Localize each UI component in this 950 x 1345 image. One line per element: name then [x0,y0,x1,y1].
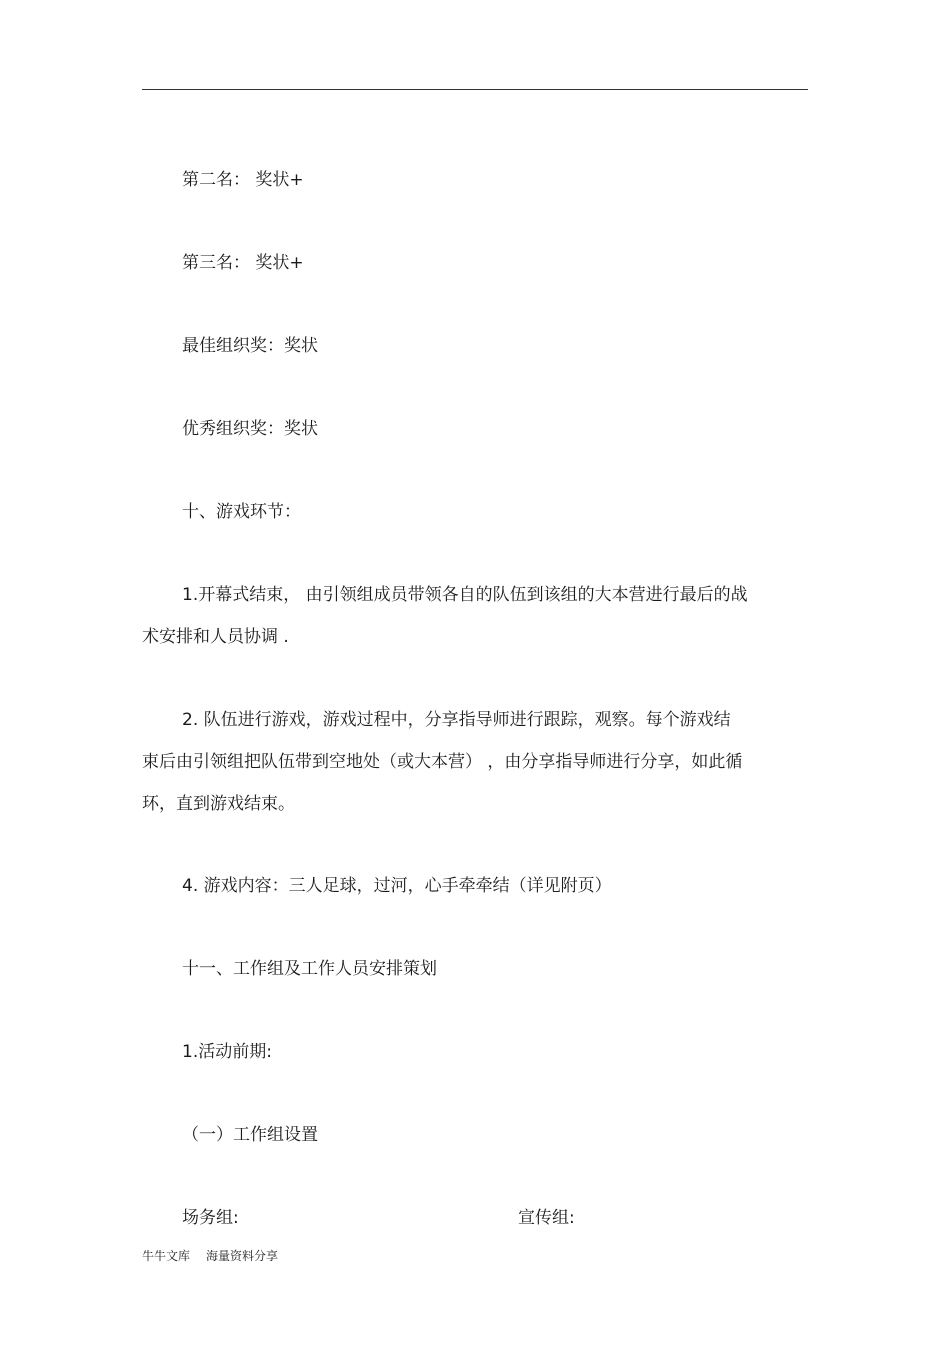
header-rule [142,89,808,90]
section-eleven-heading: 十一、工作组及工作人员安排策划 [182,959,437,979]
venue-group-label: 场务组: [182,1208,239,1228]
publicity-group-label: 宣传组: [518,1208,575,1228]
prize-best-organization: 最佳组织奖：奖状 [182,336,318,356]
prize-second: 第二名： 奖状+ [182,170,304,190]
workgroup-setup-heading: （一）工作组设置 [182,1125,318,1145]
item2-line1: 2. 队伍进行游戏，游戏过程中，分享指导师进行跟踪，观察。每个游戏结 [182,710,731,730]
item2-line2: 束后由引领组把队伍带到空地处（或大本营） ，由分享指导师进行分享，如此循 [142,752,743,772]
prize-excellent-organization: 优秀组织奖：奖状 [182,419,318,439]
page-footer [142,1248,278,1264]
footer-site-name: 牛牛文库 [142,1249,191,1263]
prize-third: 第三名： 奖状+ [182,253,304,273]
item1-line2: 术安排和人员协调 . [142,627,289,647]
section-ten-heading: 十、游戏环节： [182,502,301,522]
footer-tagline: 海量资料分享 [206,1249,279,1263]
item1-line1: 1.开幕式结束， 由引领组成员带领各自的队伍到该组的大本营进行最后的战 [182,585,748,605]
item4-game-content: 4. 游戏内容：三人足球，过河，心手牵牵结（详见附页） [182,876,612,896]
pre-activity-heading: 1.活动前期: [182,1042,272,1062]
item2-line3: 环，直到游戏结束。 [142,794,295,814]
